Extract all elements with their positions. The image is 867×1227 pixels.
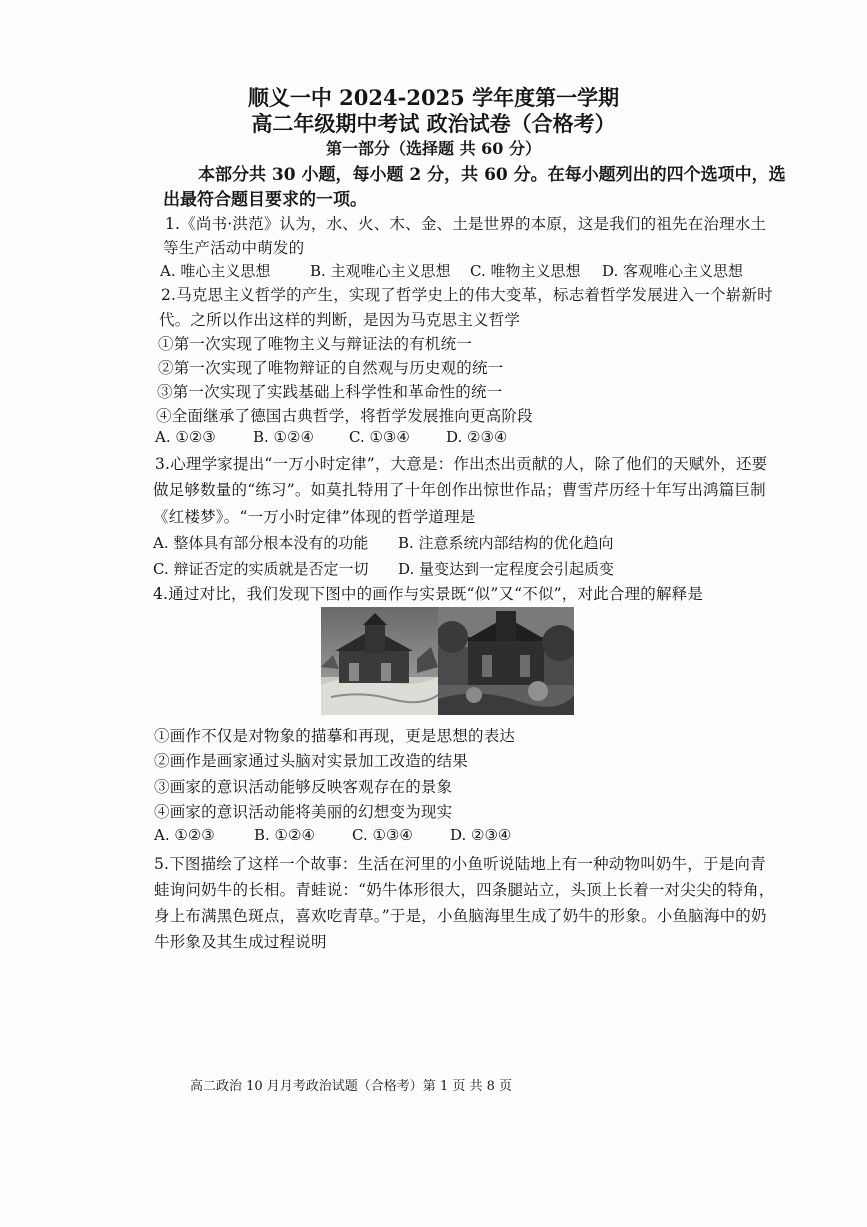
part-heading: 第一部分（选择题 共 60 分）	[326, 139, 541, 158]
q4-option-b: B. ①②④	[254, 826, 315, 844]
q1-stem-line-1: 1.《尚书·洪范》认为，水、火、木、金、土是世界的本原，这是我们的祖先在治理水土	[165, 215, 767, 233]
real-scene-photo	[438, 607, 574, 715]
exam-subtitle: 高二年级期中考试 政治试卷（合格考）	[251, 111, 616, 136]
q2-option-c: C. ①③④	[349, 428, 410, 446]
q4-option-a: A. ①②③	[154, 826, 215, 844]
q4-item-2: ②画作是画家通过头脑对实景加工改造的结果	[154, 752, 469, 770]
q1-option-b: B. 主观唯心主义思想	[310, 262, 451, 280]
real-scene-picture	[438, 607, 574, 715]
q3-option-c: C. 辩证否定的实质就是否定一切	[153, 560, 369, 578]
q3-stem-line-3: 《红楼梦》。“一万小时定律”体现的哲学道理是	[153, 508, 476, 526]
q5-stem-line-4: 牛形象及其生成过程说明	[154, 933, 327, 951]
page-footer: 高二政治 10 月月考政治试题（合格考）第 1 页 共 8 页	[190, 1079, 513, 1094]
q2-item-2: ②第一次实现了唯物辩证的自然观与历史观的统一	[158, 359, 504, 377]
q5-stem-line-1: 5.下图描绘了这样一个故事：生活在河里的小鱼听说陆地上有一种动物叫奶牛，于是向青	[154, 855, 766, 873]
q2-option-b: B. ①②④	[253, 428, 314, 446]
q2-stem-line-1: 2.马克思主义哲学的产生，实现了哲学史上的伟大变革，标志着哲学发展进入一个崭新时	[161, 286, 773, 304]
q2-item-1: ①第一次实现了唯物主义与辩证法的有机统一	[158, 335, 473, 353]
q1-option-a: A. 唯心主义思想	[160, 262, 271, 280]
q3-options-row-2	[153, 558, 614, 579]
q4-item-1: ①画作不仅是对物象的描摹和再现，更是思想的表达	[154, 727, 516, 745]
exam-title: 顺义一中 2024-2025 学年度第一学期	[247, 85, 620, 110]
q2-stem-line-2: 代。之所以作出这样的判断，是因为马克思主义哲学	[159, 311, 521, 329]
q5-stem-line-2: 蛙询问奶牛的长相。青蛙说：“奶牛体形很大，四条腿站立，头顶上长着一对尖尖的特角，	[154, 881, 775, 899]
q2-option-a: A. ①②③	[155, 428, 216, 446]
q1-option-d: D. 客观唯心主义思想	[602, 262, 744, 280]
q1-options	[160, 260, 743, 281]
instructions-line-2: 出最符合题目要求的一项。	[163, 190, 367, 210]
q1-stem-line-2: 等生产活动中萌发的	[163, 239, 305, 257]
q3-option-b: B. 注意系统内部结构的优化趋向	[398, 534, 614, 552]
painting-picture	[321, 607, 438, 715]
q3-option-a: A. 整体具有部分根本没有的功能	[153, 534, 369, 552]
q3-stem-line-2: 做足够数量的“练习”。如莫扎特用了十年创作出惊世作品；曹雪芹历经十年写出鸿篇巨制	[153, 481, 766, 499]
q4-item-3: ③画家的意识活动能够反映客观存在的景象	[154, 778, 453, 796]
q4-stem-line-1: 4.通过对比，我们发现下图中的画作与实景既“似”又“不似”，对此合理的解释是	[153, 585, 704, 603]
q3-option-d: D. 量变达到一定程度会引起质变	[398, 560, 615, 578]
instructions-line-1: 本部分共 30 小题，每小题 2 分，共 60 分。在每小题列出的四个选项中，选	[198, 165, 786, 185]
q4-item-4: ④画家的意识活动能将美丽的幻想变为现实	[154, 803, 453, 821]
q3-options-row-1	[153, 532, 614, 553]
q3-stem-line-1: 3.心理学家提出“一万小时定律”，大意是：作出杰出贡献的人，除了他们的天赋外，还要	[155, 455, 768, 473]
q2-option-d: D. ②③④	[446, 428, 508, 446]
q2-item-4: ④全面继承了德国古典哲学，将哲学发展推向更高阶段	[156, 407, 533, 425]
q4-options	[154, 826, 511, 844]
q2-options	[155, 428, 507, 446]
q4-option-c: C. ①③④	[352, 826, 413, 844]
q4-option-d: D. ②③④	[450, 826, 512, 844]
q2-item-3: ③第一次实现了实践基础上科学性和革命性的统一	[157, 383, 503, 401]
painting-image	[321, 607, 438, 715]
q5-stem-line-3: 身上布满黑色斑点，喜欢吃青草。”于是，小鱼脑海里生成了奶牛的形象。小鱼脑海中的奶	[154, 907, 767, 925]
q1-option-c: C. 唯物主义思想	[470, 262, 581, 280]
